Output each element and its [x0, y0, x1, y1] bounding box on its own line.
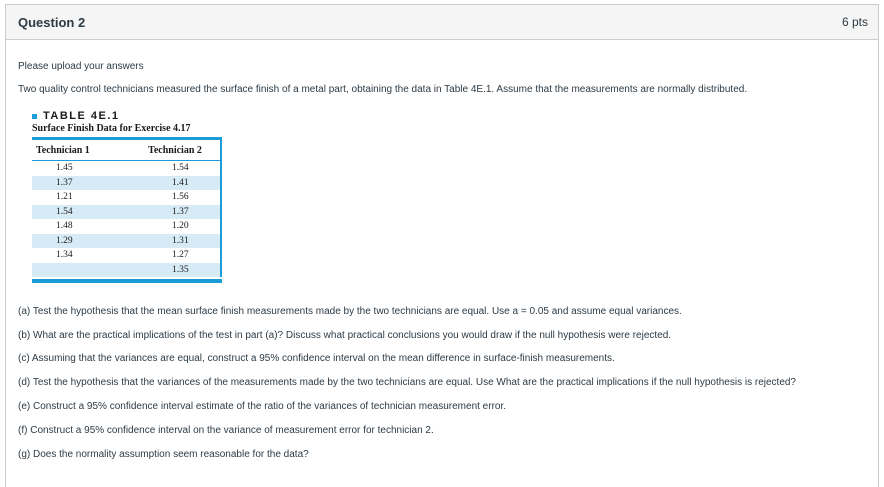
table-cell: 1.34 — [56, 250, 73, 261]
table-cell: 1.54 — [172, 163, 189, 174]
table-row — [32, 161, 222, 176]
table-cell: 1.48 — [56, 221, 73, 232]
table-cell: 1.54 — [56, 206, 73, 217]
table-row — [32, 176, 222, 191]
table-name: TABLE 4E.1 — [43, 110, 120, 122]
question-points: 6 pts — [841, 15, 868, 29]
table-caption: Surface Finish Data for Exercise 4.17 — [32, 123, 191, 134]
table-cell: 1.56 — [172, 192, 189, 203]
table-row — [32, 248, 222, 263]
column-header-technician-2: Technician 2 — [148, 144, 202, 156]
part-e: (e) Construct a 95% confidence interval estimate of the ratio of the variances of technician measurement error. — [18, 401, 507, 412]
table-row — [32, 219, 222, 234]
table-marker-icon — [32, 114, 37, 119]
table-row — [32, 205, 222, 220]
table-row — [32, 190, 222, 205]
table-row — [32, 234, 222, 249]
table-cell: 1.29 — [56, 235, 73, 246]
upload-instruction: Please upload your answers — [18, 61, 144, 72]
data-table — [32, 110, 222, 283]
part-d: (d) Test the hypothesis that the variances of the measurements made by the two technicians are equal. Use What are the practical implications if the null hypothesis is rejected? — [18, 377, 796, 388]
table-cell: 1.35 — [172, 264, 189, 275]
table-cell: 1.27 — [172, 250, 189, 261]
table-cell: 1.41 — [172, 177, 189, 188]
question-header — [6, 5, 878, 40]
table-cell: 1.21 — [56, 192, 73, 203]
table-cell: 1.20 — [172, 221, 189, 232]
table-cell: 1.45 — [56, 163, 73, 174]
table-header-row — [32, 140, 222, 160]
table-cell: 1.31 — [172, 235, 189, 246]
table-cell: 1.37 — [172, 206, 189, 217]
part-b: (b) What are the practical implications of the test in part (a)? Discuss what practical conclusions you would draw if the null hypothesis were rejected. — [18, 330, 672, 341]
question-card — [5, 4, 879, 487]
question-title: Question 2 — [18, 14, 86, 30]
column-header-technician-1: Technician 1 — [36, 144, 90, 156]
table-row — [32, 263, 222, 278]
part-f: (f) Construct a 95% confidence interval on the variance of measurement error for technician 2. — [18, 425, 434, 436]
part-g: (g) Does the normality assumption seem reasonable for the data? — [18, 449, 309, 460]
table-cell: 1.37 — [56, 177, 73, 188]
part-a: (a) Test the hypothesis that the mean surface finish measurements made by the two technicians are equal. Use a = 0.05 and assume equal variances. — [18, 306, 682, 317]
problem-description: Two quality control technicians measured the surface finish of a metal part, obtaining the data in Table 4E.1. Assume that the measurements are normally distributed. — [18, 84, 748, 95]
table-bottom-rule — [32, 279, 222, 283]
part-c: (c) Assuming that the variances are equal, construct a 95% confidence interval on the mean difference in surface-finish measurements. — [18, 353, 615, 364]
